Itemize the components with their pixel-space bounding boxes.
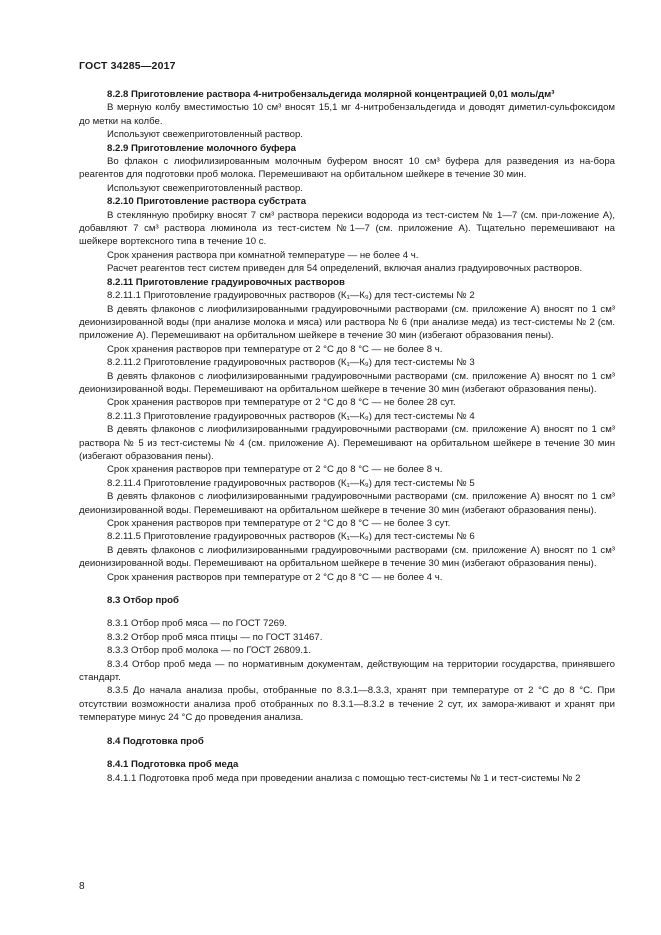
section-heading: 8.4 Подготовка проб xyxy=(107,735,204,747)
document-body xyxy=(79,88,615,785)
section-heading: 8.4.1 Подготовка проб меда xyxy=(107,759,239,771)
paragraph: Срок хранения растворов при температуре от 2 °С до 8 °С — не более 28 сут. xyxy=(107,397,456,409)
section-heading: 8.2.8 Приготовление раствора 4-нитробензальдегида молярной концентрацией 0,01 моль/дм³ xyxy=(107,89,555,100)
paragraph: В стеклянную пробирку вносят 7 см³ раствора перекиси водорода из тест-систем № 1—7 (см. при-ложение А), добавляют 7 см³ раствора люминола из тест-систем №1—7 (см. приложение А). Тщательно перемешивают на шейкере вортексного типа в течение 10 с. xyxy=(79,209,615,248)
paragraph: В девять флаконов с лиофилизированными градуировочными растворами (см. приложение А) вносят по 1 см³ деионизированной воды (при анализе молока и мяса) или раствора № 6 (при анализе меда) из тест-системы № 2 (см. приложение А). Перемешивают на орбитальном шейкере в течение 30 мин (избегают образования пены). xyxy=(79,303,615,342)
paragraph: Используют свежеприготовленный раствор. xyxy=(107,129,303,141)
paragraph: 8.3.3 Отбор проб молока — по ГОСТ 26809.1. xyxy=(107,645,311,657)
page-number: 8 xyxy=(79,881,85,892)
section-heading: 8.3 Отбор проб xyxy=(107,595,179,607)
paragraph: Используют свежеприготовленный раствор. xyxy=(107,182,303,194)
paragraph: 8.4.1.1 Подготовка проб меда при проведении анализа с помощью тест-системы № 1 и тест-системы № 2 xyxy=(107,772,581,784)
paragraph: 8.2.11.2 Приготовление градуировочных растворов (К₁—К₉) для тест-системы № 3 xyxy=(107,357,475,369)
paragraph: 8.2.11.1 Приготовление градуировочных растворов (К₁—К₉) для тест-системы № 2 xyxy=(107,290,475,302)
paragraph: В мерную колбу вместимостью 10 см³ вносят 15,1 мг 4-нитробензальдегида и доводят диметил-сульфоксидом до метки на колбе. xyxy=(79,102,615,127)
section-heading: 8.2.10 Приготовление раствора субстрата xyxy=(107,196,307,208)
paragraph: 8.2.11.3 Приготовление градуировочных растворов (К₁—К₉) для тест-системы № 4 xyxy=(107,410,475,422)
paragraph: 8.3.1 Отбор проб мяса — по ГОСТ 7269. xyxy=(107,618,288,630)
section-heading: 8.2.9 Приготовление молочного буфера xyxy=(107,142,296,154)
paragraph: Срок хранения раствора при комнатной температуре — не более 4 ч. xyxy=(107,249,419,261)
paragraph: Во флакон с лиофилизированным молочным буфером вносят 10 см³ буфера для разведения из на-бора реагентов для подготовки проб молока. Перемешивают на орбитальном шейкере в течение 30 мин. xyxy=(79,156,615,181)
paragraph: В девять флаконов с лиофилизированными градуировочными растворами (см. приложение А) вносят по 1 см³ деионизированной воды. Перемешивают на орбитальном шейкере в течение 30 мин (избегают образования пены). xyxy=(79,491,615,516)
paragraph: 8.2.11.5 Приготовление градуировочных растворов (К₁—К₉) для тест-системы № 6 xyxy=(107,531,475,543)
paragraph: Расчет реагентов тест систем приведен для 54 определений, включая анализ градуировочных растворов. xyxy=(107,263,583,275)
section-heading: 8.2.11 Приготовление градуировочных растворов xyxy=(107,276,345,288)
paragraph: Срок хранения растворов при температуре от 2 °С до 8 °С — не более 4 ч. xyxy=(107,571,443,583)
paragraph: 8.3.5 До начала анализа пробы, отобранные по 8.3.1—8.3.3, хранят при температуре от 2 °С до 8 °С. При отсутствии возможности анализа проб отобранных по 8.3.1—8.3.2 в течение 2 сут, их замора-живают и хранят при температуре минус 24 °С до проведения анализа. xyxy=(79,685,615,724)
paragraph: Срок хранения растворов при температуре от 2 °С до 8 °С — не более 8 ч. xyxy=(107,343,443,355)
paragraph: В девять флаконов с лиофилизированными градуировочными растворами (см. приложение А) вносят по 1 см³ деионизированной воды. Перемешивают на орбитальном шейкере в течение 30 мин (избегают образования пены). xyxy=(79,370,615,395)
paragraph: 8.2.11.4 Приготовление градуировочных растворов (К₁—К₉) для тест-системы № 5 xyxy=(107,477,475,489)
document-header: ГОСТ 34285—2017 xyxy=(79,60,176,72)
paragraph: В девять флаконов с лиофилизированными градуировочными растворами (см. приложение А) вносят по 1 см³ деионизированной воды. Перемешивают на орбитальном шейкере в течение 30 мин (избегают образования пены). xyxy=(79,544,615,570)
paragraph: В девять флаконов с лиофилизированными градуировочными растворами (см. приложение А) вносят по 1 см³ раствора № 5 из тест-системы № 4 (см. приложение А). Перемешивают на орбитальном шейкере в течение 30 мин (избегают образования пены). xyxy=(79,424,615,462)
paragraph: Срок хранения растворов при температуре от 2 °С до 8 °С — не более 3 сут. xyxy=(107,518,451,529)
paragraph: Срок хранения растворов при температуре от 2 °С до 8 °С — не более 8 ч. xyxy=(107,464,443,476)
paragraph: 8.3.4 Отбор проб меда — по нормативным документам, действующим на территории государства, принявшего стандарт. xyxy=(79,658,615,684)
paragraph: 8.3.2 Отбор проб мяса птицы — по ГОСТ 31467. xyxy=(107,631,323,643)
